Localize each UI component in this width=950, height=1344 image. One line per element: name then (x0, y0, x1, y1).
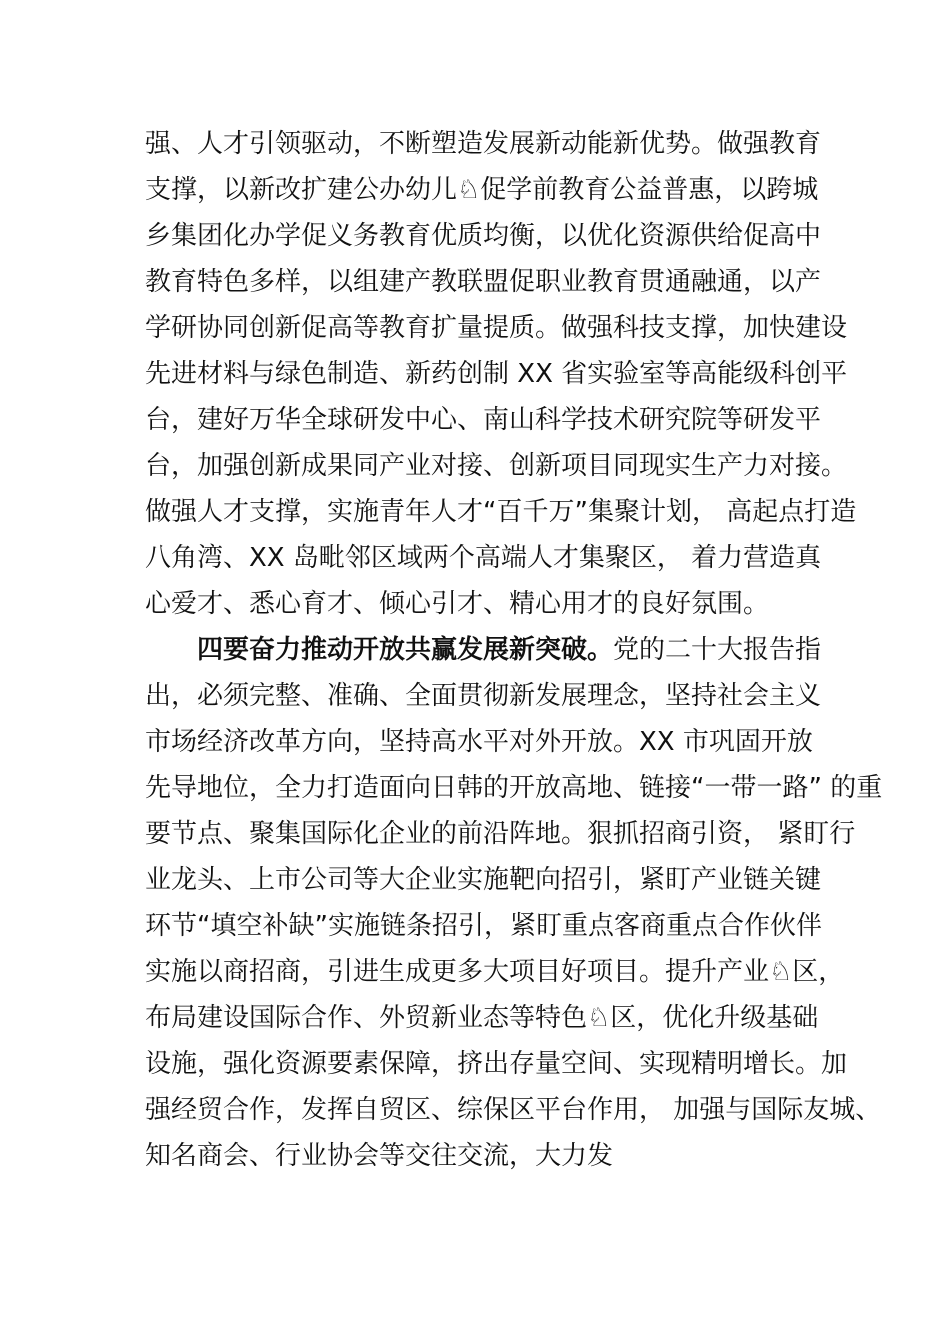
section-heading: 四要奋力推动开放共赢发展新突破。 (197, 635, 614, 665)
text-line-tail: 党的二十大报告指 (613, 635, 822, 665)
text-line: 设施，强化资源要素保障，挤出存量空间、实现精明增长。加 (145, 1049, 848, 1079)
text-line: 要节点、聚集国际化企业的前沿阵地。狠抓招商引资， 紧盯行 (145, 819, 856, 849)
text-line: 先导地位，全力打造面向日韩的开放高地、链接“一带一路” 的重 (145, 773, 883, 803)
text-line: 做强人才支撑，实施青年人才“百千万”集聚计划， 高起点打造 (145, 497, 857, 527)
text-line: 学研协同创新促高等教育扩量提质。做强科技支撑，加快建设 (145, 313, 848, 343)
text-line: 知名商会、行业协会等交往交流，大力发 (145, 1141, 614, 1171)
text-line: 出，必须完整、准确、全面贯彻新发展理念，坚持社会主义 (145, 681, 822, 711)
text-line: 环节“填空补缺”实施链条招引，紧盯重点客商重点合作伙伴 (145, 911, 822, 941)
text-line: 业龙头、上市公司等大企业实施靶向招引，紧盯产业链关键 (145, 865, 822, 895)
text-line: 布局建设国际合作、外贸新业态等特色♘区，优化升级基础 (145, 1003, 819, 1033)
text-line: 八角湾、XX 岛毗邻区域两个高端人才集聚区， 着力营造真 (145, 543, 822, 573)
text-line: 强、人才引领驱动，不断塑造发展新动能新优势。做强教育 (145, 129, 822, 159)
text-line: 台，加强创新成果同产业对接、创新项目同现实生产力对接。 (145, 451, 848, 481)
text-line: 市场经济改革方向，坚持高水平对外开放。XX 市巩固开放 (145, 727, 813, 757)
text-line: 乡集团化办学促义务教育优质均衡，以优化资源供给促高中 (145, 221, 822, 251)
text-line: 支撑，以新改扩建公办幼儿♘促学前教育公益普惠，以跨城 (145, 175, 819, 205)
text-line: 教育特色多样，以组建产教联盟促职业教育贯通融通，以产 (145, 267, 822, 297)
section-heading-line (197, 628, 821, 672)
text-line: 心爱才、悉心育才、倾心引才、精心用才的良好氛围。 (145, 589, 770, 619)
text-line: 实施以商招商，引进生成更多大项目好项目。提升产业♘区， (145, 957, 845, 987)
text-line: 先进材料与绿色制造、新药创制 XX 省实验室等高能级科创平 (145, 359, 848, 389)
text-line: 台，建好万华全球研发中心、南山科学技术研究院等研发平 (145, 405, 822, 435)
text-line: 强经贸合作，发挥自贸区、综保区平台作用， 加强与国际友城、 (145, 1095, 882, 1125)
